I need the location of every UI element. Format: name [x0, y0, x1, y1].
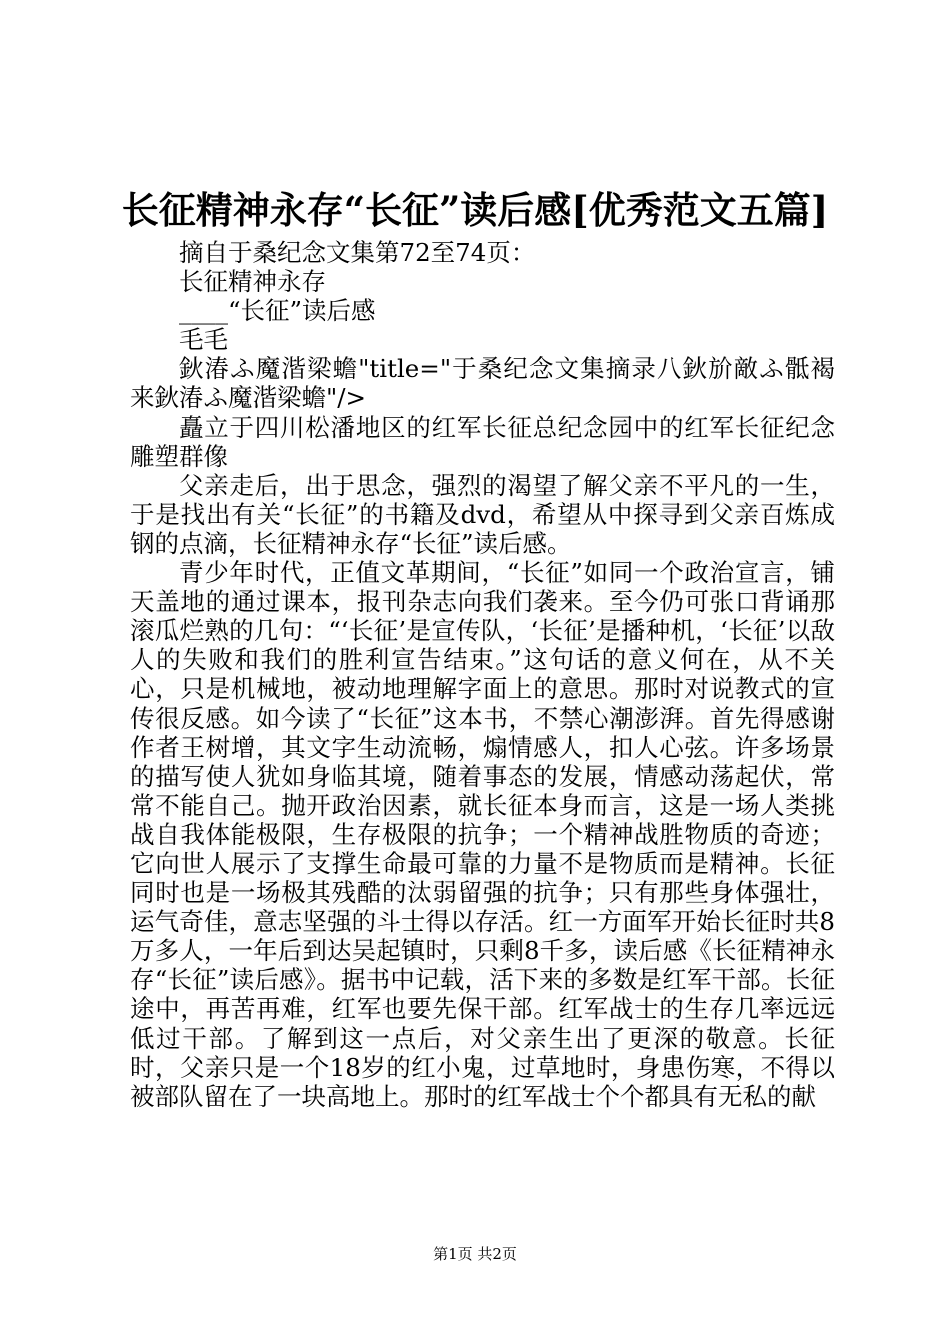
paragraph: 鈥湷ふ魔湝梁蟾"title="于桑纪念文集摘录八鈥斺敵ふ骶褐来鈥湷ふ魔湝梁蟾"/> [130, 354, 835, 413]
subtitle2-line: ____“长征”读后感 [179, 296, 376, 326]
paragraph: 矗立于四川松潘地区的红军长征总纪念园中的红军长征纪念雕塑群像 [130, 412, 835, 471]
paragraph: 父亲走后，出于思念，强烈的渴望了解父亲不平凡的一生，于是找出有关“长征”的书籍及dvd，希望从中探寻到父亲百炼成钢的点滴，长征精神永存“长征”读后感。 [130, 470, 835, 558]
author-line: 毛毛 [179, 325, 228, 355]
document-title: 长征精神永存“长征”读后感[优秀范文五篇] [121, 188, 829, 232]
page-footer: 第1页 共2页 [433, 1245, 517, 1263]
source-line: 摘自于桑纪念文集第72至74页： [179, 238, 536, 267]
document-body [130, 238, 835, 1111]
paragraph: 青少年时代，正值文革期间，“长征”如同一个政治宣言，铺天盖地的通过课本，报刊杂志向我们袭来。至今仍可张口背诵那滚瓜烂熟的几句：“‘长征’是宣传队，‘长征’是播种机，‘长征’以敌人的失败和我们的胜利宣告结束。”这句话的意义何在，从不关心，只是机械地，被动地理解字面上的意思。那时对说教式的宣传很反感。如今读了“长征”这本书，不禁心潮澎湃。首先得感谢作者王树增，其文字生动流畅，煽情感人，扣人心弦。许多场景的描写使人犹如身临其境，随着事态的发展，情感动荡起伏，常常不能自己。抛开政治因素，就长征本身而言，这是一场人类挑战自我体能极限，生存极限的抗争；一个精神战胜物质的奇迹；它向世人展示了支撑生命最可靠的力量不是物质而是精神。长征同时也是一场极其残酷的汰弱留强的抗争；只有那些身体强壮，运气奇佳，意志坚强的斗士得以存活。红一方面军开始长征时共8万多人，一年后到达吴起镇时，只剩8千多，读后感《长征精神永存“长征”读后感》。据书中记载，活下来的多数是红军干部。长征途中，再苦再难，红军也要先保干部。红军战士的生存几率远远低过干部。了解到这一点后，对父亲生出了更深的敬意。长征时，父亲只是一个18岁的红小鬼，过草地时，身患伤寒，不得以被部队留在了一块高地上。那时的红军战士个个都具有无私的献 [130, 558, 835, 1111]
subtitle-line: 长征精神永存 [179, 267, 326, 297]
